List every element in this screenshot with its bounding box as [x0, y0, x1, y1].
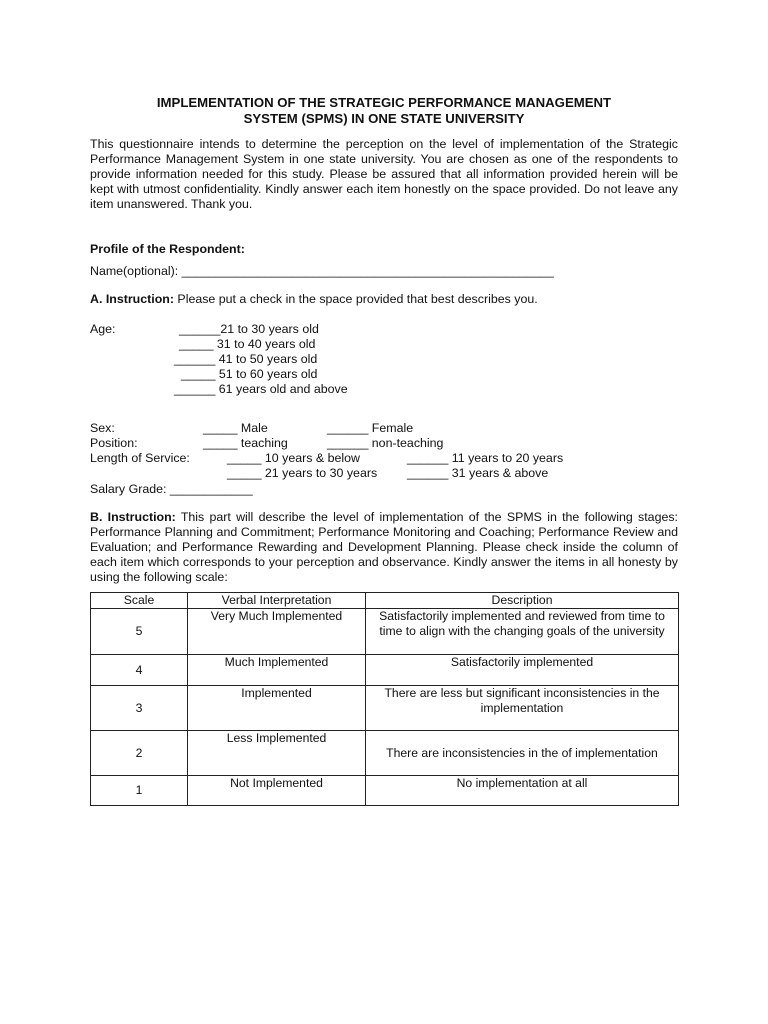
salary-label: Salary Grade:: [90, 482, 170, 496]
scale-table: [90, 592, 679, 806]
intro-paragraph: This questionnaire intends to determine the perception on the level of implementation of the Strategic Performance Management System in one state university. You are chosen as one of the respondents to provide information needed for this study. Please be assured that all information provided herein will be kept with utmost confidentiality. Kindly answer each item honestly on the space provided. Do not leave any item unanswered. Thank you.: [90, 137, 678, 211]
table-row: [91, 609, 679, 655]
scale-description: Satisfactorily implemented: [366, 655, 679, 686]
name-label: Name(optional):: [90, 264, 182, 278]
position-option-teaching[interactable]: _____ teaching: [203, 436, 288, 450]
position-option-non-teaching[interactable]: ______ non-teaching: [327, 436, 444, 450]
salary-blank[interactable]: ____________: [169, 482, 253, 496]
table-row: [91, 686, 679, 731]
scale-value: 2: [91, 731, 188, 776]
title-line-1: IMPLEMENTATION OF THE STRATEGIC PERFORMANCE MANAGEMENT: [156, 95, 612, 110]
verbal-interpretation: Less Implemented: [188, 731, 366, 776]
verbal-interpretation: Implemented: [188, 686, 366, 731]
age-label: Age:: [90, 322, 116, 336]
service-option-2[interactable]: ______ 11 years to 20 years: [407, 451, 564, 465]
salary-field[interactable]: [90, 482, 253, 497]
table-row: [91, 655, 679, 686]
header-scale: Scale: [91, 593, 188, 609]
age-option-4[interactable]: _____ 51 to 60 years old: [181, 367, 318, 381]
age-option-2[interactable]: _____ 31 to 40 years old: [179, 337, 316, 351]
header-verbal: Verbal Interpretation: [188, 593, 366, 609]
name-blank[interactable]: ______________________________________________________: [181, 264, 554, 278]
sex-option-male[interactable]: _____ Male: [203, 421, 268, 435]
table-row: [91, 776, 679, 806]
title-line-2: SYSTEM (SPMS) IN ONE STATE UNIVERSITY: [243, 111, 525, 126]
sex-label: Sex:: [90, 421, 115, 435]
service-option-3[interactable]: _____ 21 years to 30 years: [227, 466, 378, 480]
scale-value: 3: [91, 686, 188, 731]
instruction-a-label: A. Instruction:: [90, 292, 174, 306]
service-option-4[interactable]: ______ 31 years & above: [407, 466, 549, 480]
table-header-row: [91, 593, 679, 609]
position-label: Position:: [90, 436, 138, 450]
scale-value: 1: [91, 776, 188, 806]
service-label: Length of Service:: [90, 451, 190, 465]
profile-heading: Profile of the Respondent:: [90, 242, 245, 256]
instruction-b: [90, 510, 678, 585]
scale-value: 4: [91, 655, 188, 686]
header-description: Description: [366, 593, 679, 609]
name-field[interactable]: [90, 264, 554, 279]
table-row: [91, 731, 679, 776]
document-title: [90, 95, 678, 127]
instruction-a-text: Please put a check in the space provided that best describes you.: [173, 292, 538, 306]
age-option-1[interactable]: ______21 to 30 years old: [179, 322, 319, 336]
age-option-3[interactable]: ______ 41 to 50 years old: [174, 352, 318, 366]
verbal-interpretation: Much Implemented: [188, 655, 366, 686]
verbal-interpretation: Very Much Implemented: [188, 609, 366, 655]
scale-description: There are less but significant inconsistencies in the implementation: [366, 686, 679, 731]
sex-option-female[interactable]: ______ Female: [327, 421, 414, 435]
scale-description: There are inconsistencies in the of implementation: [366, 731, 679, 776]
scale-value: 5: [91, 609, 188, 655]
service-option-1[interactable]: _____ 10 years & below: [227, 451, 360, 465]
age-option-5[interactable]: ______ 61 years old and above: [174, 382, 348, 396]
instruction-b-label: B. Instruction:: [90, 510, 176, 524]
instruction-a: [90, 292, 538, 307]
verbal-interpretation: Not Implemented: [188, 776, 366, 806]
scale-description: Satisfactorily implemented and reviewed from time to time to align with the changing goals of the university: [366, 609, 679, 655]
instruction-b-text: This part will describe the level of implementation of the SPMS in the following stages: Performance Planning and Commitment; Performance Monitoring and Coaching; Performance Review and Evaluation; and Performance Rewarding and Development Planning. Please check inside the column of each item which corresponds to your perception and observance. Kindly answer the items in all honesty by using the following scale:: [90, 510, 678, 584]
scale-description: No implementation at all: [366, 776, 679, 806]
